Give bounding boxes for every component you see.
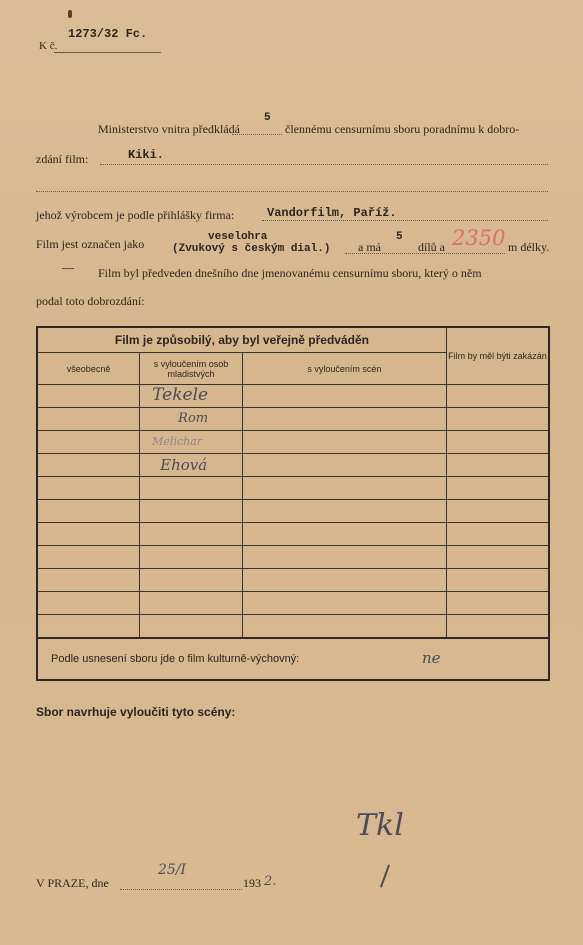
signature-3: Melichar (152, 435, 203, 448)
col-scenes-header: s vyloučením scén (242, 353, 446, 385)
date-dots (120, 889, 242, 890)
year-end: 2. (264, 874, 277, 889)
place-label: V PRAZE, dne (36, 876, 109, 890)
reference-prefix: K č. (39, 40, 58, 52)
signature-handwritten: Tkl (356, 808, 404, 843)
presented-line1: Film byl předveden dnešního dne jmenovanému censurnímu sboru, který o něm (98, 266, 482, 280)
year-prefix: 193 (243, 876, 261, 890)
genre: veselohra (208, 231, 268, 243)
signature-4: Ehová (160, 456, 208, 474)
length-label: m délky. (508, 240, 550, 254)
film-title-dots (100, 164, 548, 165)
table-main-header: Film je způsobilý, aby byl veřejně předváděn (37, 327, 446, 353)
col-youth-header: s vyloučením osob mladistvých (140, 353, 243, 385)
reference-underline (54, 52, 161, 53)
intro-line1-rest: člennému censurnímu sboru poradnímu k dobro- (285, 122, 520, 136)
producer-dots (262, 220, 548, 221)
members-count: 5 (264, 112, 271, 124)
film-title: Kiki. (128, 148, 165, 162)
cultural-film-row (37, 638, 549, 680)
genre-note: (Zvukový s českým dial.) (172, 243, 331, 255)
intro-line2: zdání film: (36, 152, 89, 166)
assessment-table (36, 326, 550, 681)
cultural-film-label: Podle usnesení sboru jde o film kulturně-výchovný: (51, 653, 300, 665)
date-handwritten: 25/I (158, 862, 187, 878)
has-label: a má (358, 240, 381, 254)
signature-2: Rom (178, 411, 209, 426)
signature-1: Tekele (152, 385, 209, 405)
presented-line2: podal toto dobrozdání: (36, 294, 145, 308)
scenes-heading: Sbor navrhuje vyloučiti tyto scény: (36, 705, 236, 719)
producer-label: jehož výrobcem je podle přihlášky firma: (36, 208, 235, 222)
producer-name: Vandorfilm, Paříž. (267, 206, 397, 220)
parts-label: dílů a (418, 240, 445, 254)
parts-count: 5 (396, 231, 403, 243)
members-dots (232, 134, 282, 135)
dash-mark (62, 268, 74, 269)
ink-mark (68, 10, 72, 18)
col-banned-header: Film by měl býti zakázán (446, 327, 549, 385)
length-dots (345, 253, 505, 254)
length-handwritten: 2350 (452, 226, 506, 250)
col-general-header: všeobecně (37, 353, 140, 385)
intro-line1: Ministerstvo vnitra předkládá (98, 122, 240, 136)
cultural-film-value: ne (422, 649, 441, 667)
reference-number: 1273/32 Fc. (68, 27, 148, 41)
marked-label: Film jest označen jako (36, 237, 145, 251)
blank-line-dots (36, 191, 548, 192)
signature-stroke (380, 864, 390, 887)
